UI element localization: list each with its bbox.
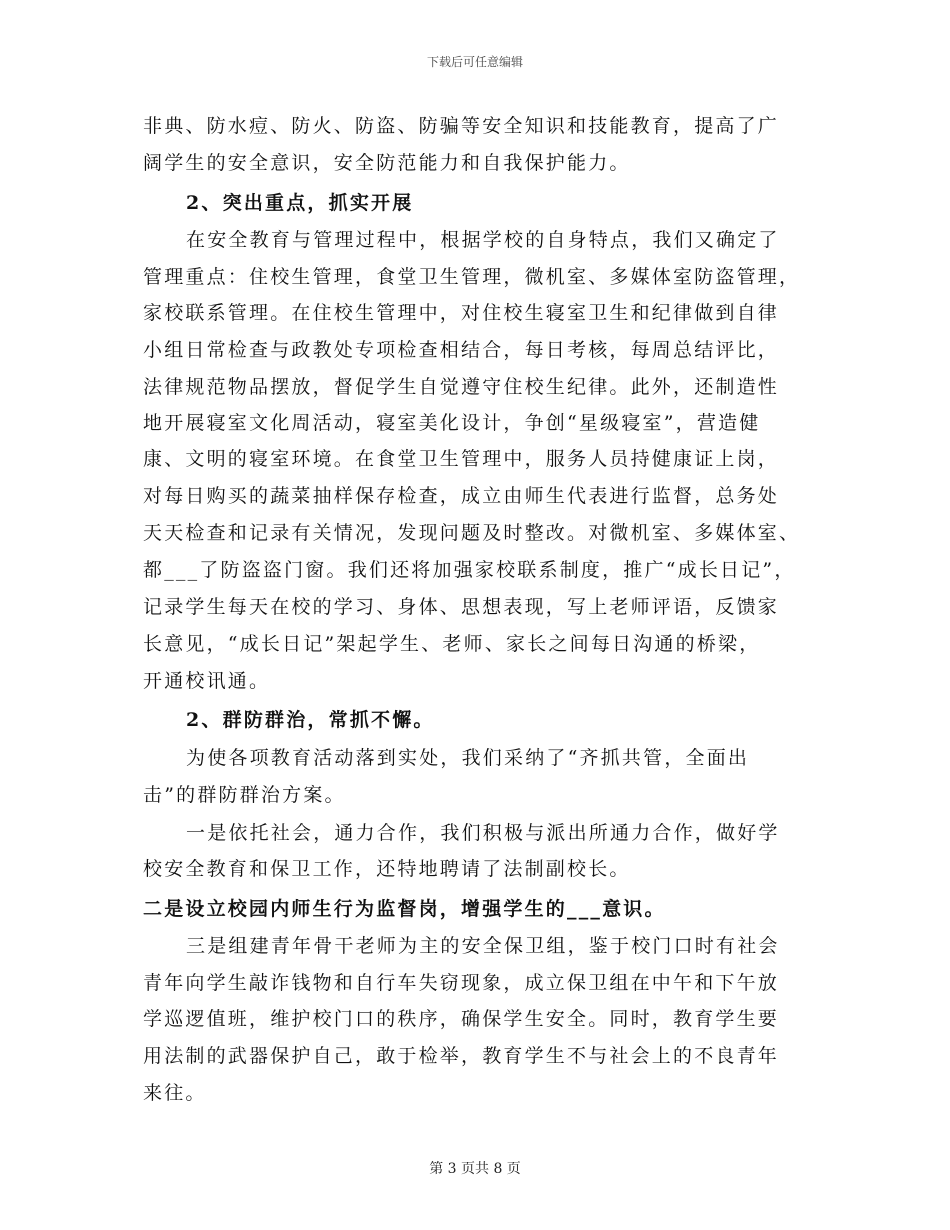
paragraph-line: 非典、防水痘、防火、防盗、防骗等安全知识和技能教育，提高了广 [143,115,780,137]
paragraph-line: 校安全教育和保卫工作，还特地聘请了法制副校长。 [143,858,631,880]
section-heading: 2、群防群治，常抓不懈。 [186,709,435,731]
paragraph-line: 家校联系管理。在住校生管理中，对住校生寝室卫生和纪律做到自律 [143,302,780,324]
page-header: 下载后可任意编辑 [426,55,523,69]
paragraph-line: 击”的群防群治方案。 [143,784,346,806]
paragraph-line: 天天检查和记录有关情况，发现问题及时整改。对微机室、多媒体室、 [143,522,801,544]
paragraph-line: 学巡逻值班，维护校门口的秩序，确保学生安全。同时，教育学生要 [143,1008,780,1030]
paragraph-line: 管理重点：住校生管理，食堂卫生管理，微机室、多媒体室防盗管理， [143,266,801,288]
section-heading: 2、突出重点，抓实开展 [186,192,414,214]
page-footer: 第 3 页共 8 页 [429,1161,521,1177]
paragraph-line: 在安全教育与管理过程中，根据学校的自身特点，我们又确定了 [186,229,780,251]
paragraph-line: 用法制的武器保护自己，敢于检举，教育学生不与社会上的不良青年 [143,1045,780,1067]
paragraph-line: 阔学生的安全意识，安全防范能力和自我保护能力。 [143,152,631,174]
paragraph-line: 康、文明的寝室环境。在食堂卫生管理中，服务人员持健康证上岗， [143,448,780,470]
paragraph-line: 来往。 [143,1082,207,1104]
paragraph-line: 法律规范物品摆放，督促学生自觉遵守住校生纪律。此外，还制造性 [143,376,780,398]
paragraph-line: 地开展寝室文化周活动，寝室美化设计，争创“星级寝室”，营造健 [143,412,761,434]
paragraph-line: 长意见，“成长日记”架起学生、老师、家长之间每日沟通的桥梁， [143,633,761,655]
paragraph-line: 为使各项教育活动落到实处，我们采纳了“齐抓共管，全面出 [186,747,750,769]
paragraph-line: 青年向学生敲诈钱物和自行车失窃现象，成立保卫组在中午和下午放 [143,972,780,994]
paragraph-line: 小组日常检查与政教处专项检查相结合，每日考核，每周总结评比， [143,339,780,361]
paragraph-line: 开通校讯通。 [143,670,271,692]
paragraph-line: 对每日购买的蔬菜抽样保存检查，成立由师生代表进行监督，总务处 [143,485,780,507]
paragraph-line: 三是组建青年骨干老师为主的安全保卫组，鉴于校门口时有社会 [186,935,780,957]
paragraph-line: 都___了防盗盗门窗。我们还将加强家校联系制度，推广“成长日记”， [143,559,796,581]
paragraph-line: 记录学生每天在校的学习、身体、思想表现，写上老师评语，反馈家 [143,596,780,618]
section-heading: 二是设立校园内师生行为监督岗，增强学生的___意识。 [143,898,666,920]
paragraph-line: 一是依托社会，通力合作，我们积极与派出所通力合作，做好学 [186,822,780,844]
